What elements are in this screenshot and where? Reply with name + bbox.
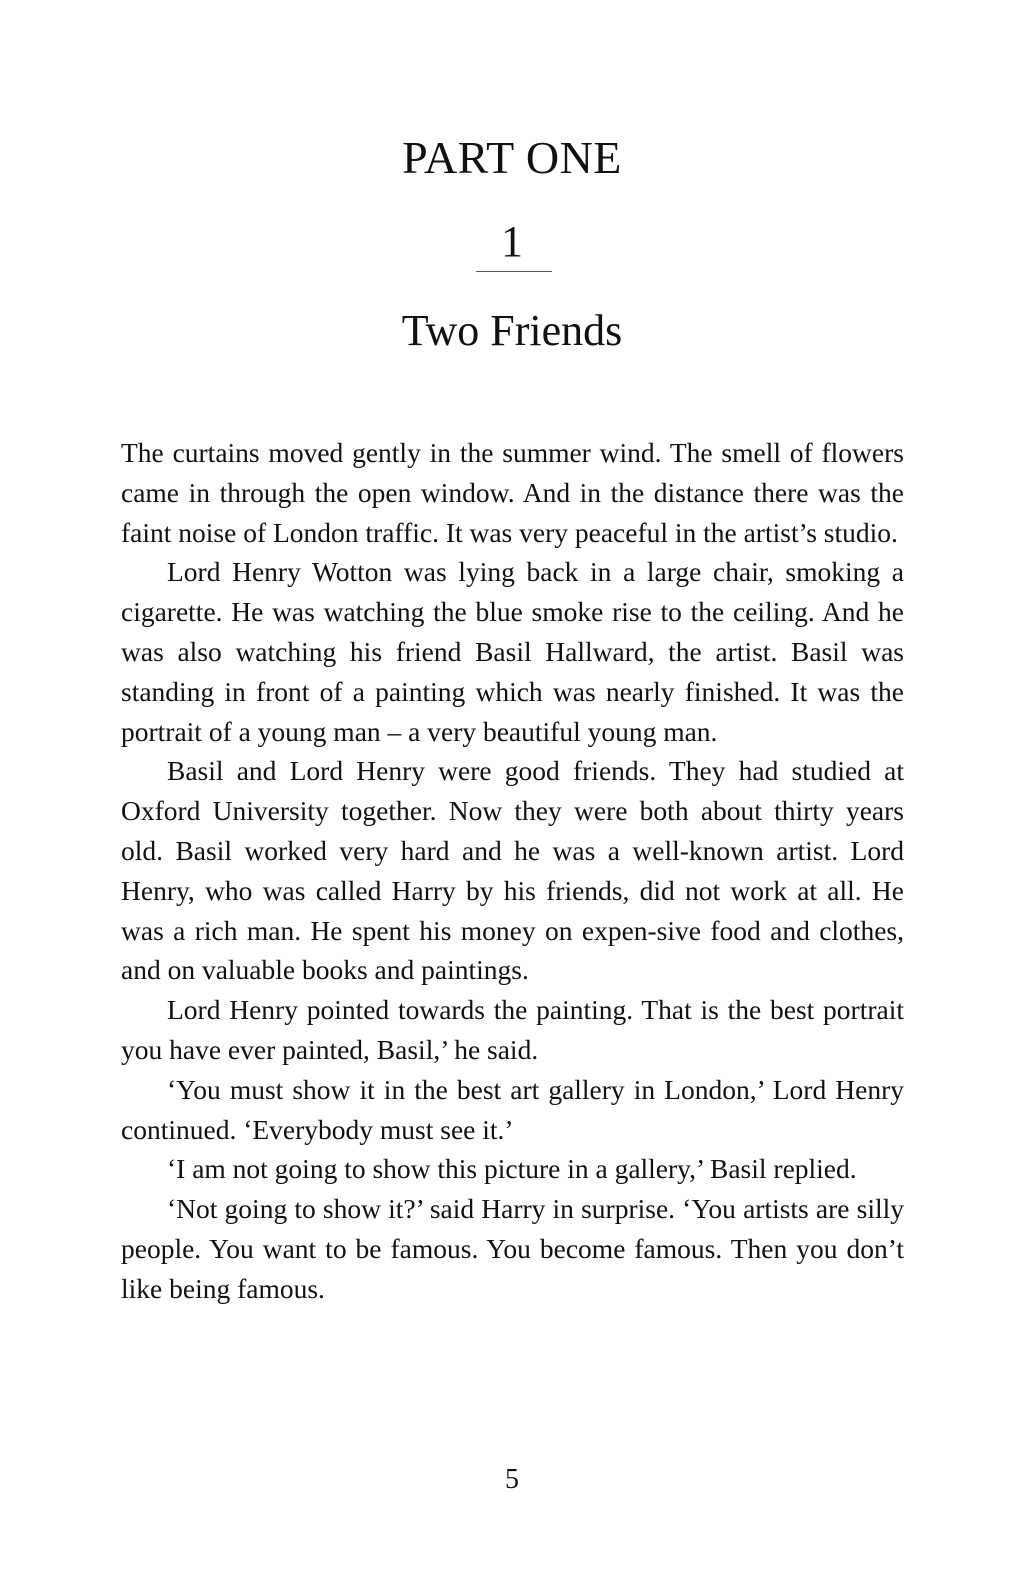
paragraph: ‘Not going to show it?’ said Harry in surprise. ‘You artists are silly people. You want to be famous. You become famous. Then you don’t like being famous. <box>121 1193 904 1304</box>
paragraph: The curtains moved gently in the summer wind. The smell of flowers came in through the open window. And in the distance there was the faint noise of London traffic. It was very peaceful in the artist’s studio. <box>121 437 904 548</box>
paragraph: Basil and Lord Henry were good friends. They had studied at Oxford University together. Now they were both about thirty years old. Basil worked very hard and he was a well-known artist. Lord Henry, who was called Harry by his friends, did not work at all. He was a rich man. He spent his money on expen-sive food and clothes, and on valuable books and paintings. <box>121 755 904 986</box>
chapter-body <box>121 433 904 1309</box>
chapter-title: Two Friends <box>401 306 623 355</box>
chapter-divider <box>476 271 552 272</box>
paragraph: ‘I am not going to show this picture in a gallery,’ Basil replied. <box>167 1153 857 1185</box>
paragraph: Lord Henry Wotton was lying back in a large chair, smoking a cigarette. He was watching the blue smoke rise to the ceiling. And he was also watching his friend Basil Hallward, the artist. Basil was standing in front of a painting which was nearly finished. It was the portrait of a young man – a very beautiful young man. <box>121 556 904 747</box>
part-heading: PART ONE <box>402 132 622 183</box>
paragraph: ‘You must show it in the best art gallery in London,’ Lord Henry continued. ‘Everybody must see it.’ <box>121 1073 904 1145</box>
page-number: 5 <box>505 1464 519 1495</box>
chapter-number: 1 <box>501 217 523 266</box>
paragraph: Lord Henry pointed towards the painting. That is the best portrait you have ever painted, Basil,’ he said. <box>121 994 904 1065</box>
